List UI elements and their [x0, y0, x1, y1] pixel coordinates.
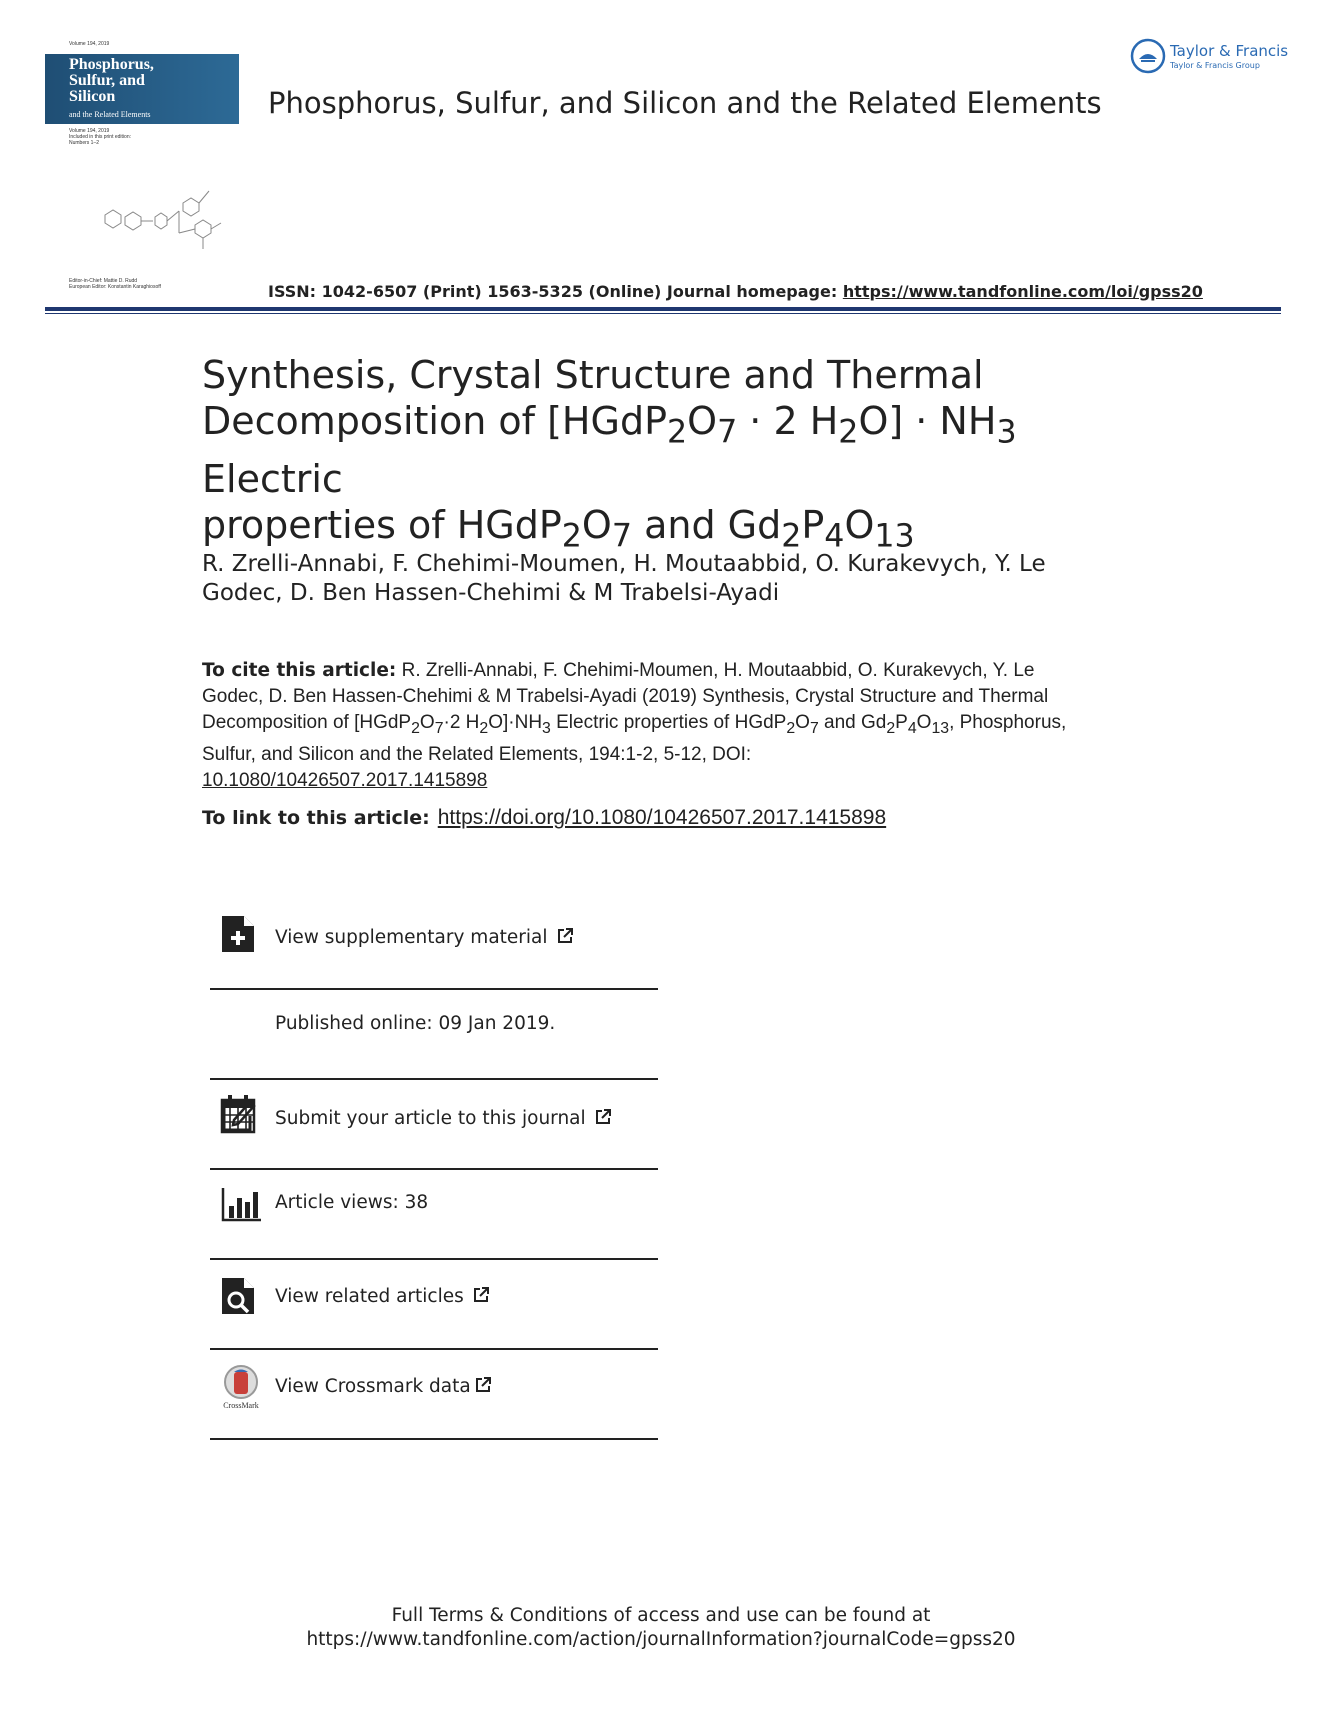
link-label: To link to this article: — [202, 807, 430, 829]
cover-small-line: Included in this print edition: — [69, 134, 131, 140]
crossmark-link[interactable]: View Crossmark data — [275, 1376, 492, 1397]
cover-small-line: Numbers 1–2 — [69, 140, 100, 146]
info-item-crossmark[interactable] — [210, 1350, 658, 1440]
article-views: Article views: 38 — [275, 1192, 429, 1213]
issn-line — [268, 282, 1203, 301]
info-item-views — [210, 1170, 658, 1260]
external-link-icon — [556, 927, 574, 945]
header-rule — [45, 307, 1281, 311]
cover-small-line: Volume 194, 2019 — [69, 128, 110, 134]
published-date: Published online: 09 Jan 2019. — [275, 1013, 556, 1034]
title-line: Synthesis, Crystal Structure and Thermal — [202, 353, 984, 397]
issn-label: ISSN: 1042-6507 (Print) 1563-5325 (Online) Journal homepage: — [268, 282, 843, 301]
publisher-logo-icon — [1130, 38, 1166, 74]
cover-title-line: Phosphorus, — [69, 56, 154, 73]
external-link-icon — [474, 1376, 492, 1394]
journal-title: Phosphorus, Sulfur, and Silicon and the Related Elements — [268, 86, 1102, 120]
terms-footer — [0, 1604, 1322, 1652]
article-link-line — [202, 806, 886, 830]
article-info-list — [210, 900, 658, 1440]
publisher-name: Taylor & Francis — [1170, 42, 1289, 60]
search-document-icon — [220, 1276, 256, 1316]
terms-url-link[interactable]: https://www.tandfonline.com/action/journalInformation?journalCode=gpss20 — [306, 1629, 1016, 1650]
info-item-published — [210, 990, 658, 1080]
title-line: properties of $HGdP_2O_7$ and $Gd_2P_4O_{13}$ — [202, 502, 915, 555]
article-authors: R. Zrelli-Annabi, F. Chehimi-Moumen, H. Moutaabbid, O. Kurakevych, Y. Le Godec, D. Ben Hassen-Chehimi & M Trabelsi-Ayadi — [202, 551, 1046, 606]
terms-line: Full Terms & Conditions of access and use can be found at — [391, 1605, 931, 1626]
journal-homepage-link[interactable]: https://www.tandfonline.com/loi/gpss20 — [842, 282, 1203, 301]
publisher-logo[interactable] — [1128, 38, 1288, 78]
cover-editor: European Editor: Konstantin Karaghiosoff — [69, 284, 161, 290]
doi-link[interactable]: 10.1080/10426507.2017.1415898 — [202, 769, 488, 791]
publisher-group: Taylor & Francis Group — [1170, 61, 1260, 70]
journal-cover — [45, 38, 239, 290]
article-title — [202, 352, 1102, 559]
crossmark-badge-text: CrossMark — [223, 1401, 259, 1410]
citation-label: To cite this article: — [202, 660, 397, 681]
file-plus-icon — [220, 914, 256, 954]
cover-editor: Editor-in-Chief: Mattie D. Rudd — [69, 278, 138, 284]
info-item-submit[interactable] — [210, 1080, 658, 1170]
cover-volume: Volume 194, 2019 — [69, 41, 110, 47]
cover-title-line: Silicon — [69, 88, 116, 105]
info-item-supplementary[interactable] — [210, 900, 658, 990]
external-link-icon — [472, 1286, 490, 1304]
related-articles-link[interactable]: View related articles — [275, 1286, 490, 1307]
external-link-icon — [594, 1108, 612, 1126]
crossmark-icon — [220, 1364, 262, 1410]
cover-title-line: Sulfur, and — [69, 72, 145, 89]
info-item-related[interactable] — [210, 1260, 658, 1350]
title-line: Decomposition of [$HGdP_2O_7 \cdot 2$ $H_2O] \cdot NH_3$ Electric — [202, 399, 1017, 501]
supplementary-link[interactable]: View supplementary material — [275, 927, 574, 948]
submit-article-link[interactable]: Submit your article to this journal — [275, 1108, 612, 1129]
edit-icon — [220, 1096, 256, 1136]
article-doi-url-link[interactable]: https://doi.org/10.1080/10426507.2017.1415898 — [437, 806, 887, 829]
citation-block: To cite this article: R. Zrelli-Annabi, F. Chehimi-Moumen, H. Moutaabbid, O. Kurakevych, Y. Le Godec, D. Ben Hassen-Chehimi & M Trabelsi-Ayadi (2019) Synthesis, Crystal Structure and Thermal Decomposition of [$HGdP_2O_7\cdot 2$ $H_2O]\cdot NH_3$ Electric properties of $HGdP_2O_7$ and $Gd_2P_4O_{13}$, Phosphorus, Sulfur, and Silicon and the Related Elements, 194:1-2, 5-12, DOI: 10.1080/10426507.2017.1415898 — [202, 660, 1067, 791]
bar-chart-icon — [220, 1184, 262, 1224]
molecule-structure-image — [95, 183, 235, 253]
cover-title — [69, 57, 239, 105]
cover-subtitle: and the Related Elements — [69, 110, 151, 119]
header-rule-thin — [45, 313, 1281, 314]
